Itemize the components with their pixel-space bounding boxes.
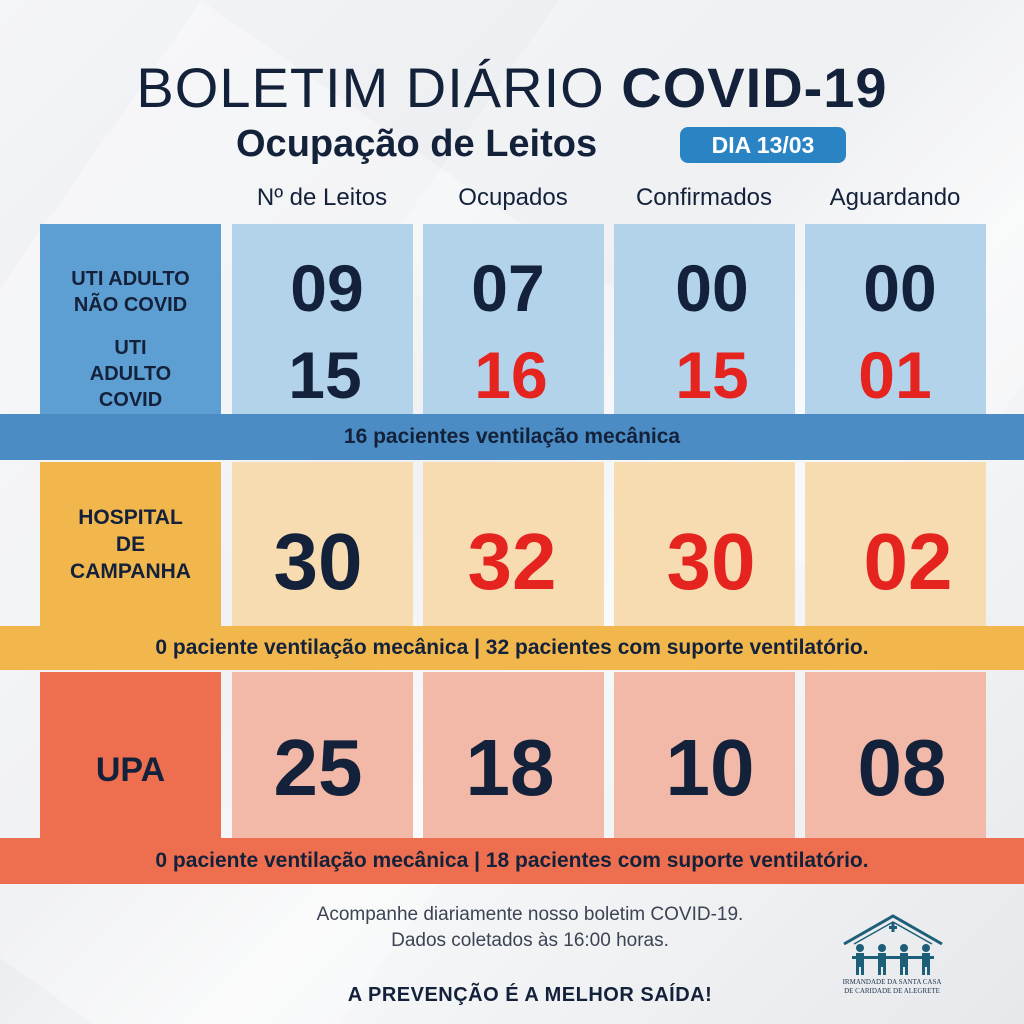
hospital-label-line: CAMPANHA — [70, 559, 191, 583]
value-hospital-leitos: 30 — [273, 517, 363, 606]
value-uti-nao-covid-leitos: 09 — [290, 251, 364, 325]
column-header-leitos: Nº de Leitos — [256, 184, 388, 211]
value-uti-covid-ocupados: 16 — [474, 338, 548, 412]
title-light: BOLETIM DIÁRIO — [136, 56, 605, 119]
hospital-label-line: DE — [115, 532, 146, 556]
value-upa-confirmados: 10 — [665, 723, 755, 812]
slogan: A PREVENÇÃO É A MELHOR SAÍDA! — [347, 984, 713, 1006]
value-uti-covid-aguardando: 01 — [858, 338, 932, 412]
column-header-ocupados: Ocupados — [458, 184, 568, 211]
column-header-confirmados: Confirmados — [635, 184, 773, 211]
title-bold: COVID-19 — [621, 56, 888, 119]
logo-caption — [822, 978, 962, 996]
column-header-aguardando: Aguardando — [829, 184, 961, 211]
value-upa-ocupados: 18 — [465, 723, 555, 812]
footer-note-line2: Dados coletados às 16:00 horas. — [391, 930, 669, 951]
value-uti-nao-covid-ocupados: 07 — [471, 251, 545, 325]
row-label-uti-nao-covid: UTI ADULTO NÃO COVID — [71, 268, 190, 316]
upa-ventilation-band: 0 paciente ventilação mecânica | 18 pacientes com suporte ventilatório. — [0, 838, 1024, 884]
footer-note-line1: Acompanhe diariamente nosso boletim COVID-19. — [316, 904, 744, 925]
hospital-ventilation-band: 0 paciente ventilação mecânica | 32 pacientes com suporte ventilatório. — [0, 626, 1024, 670]
uti-ventilation-band: 16 pacientes ventilação mecânica — [0, 414, 1024, 460]
value-hospital-ocupados: 32 — [467, 517, 557, 606]
hospital-label-line: HOSPITAL — [78, 505, 183, 529]
day-badge: DIA 13/03 — [680, 127, 846, 163]
logo-caption-line: IRMANDADE DA SANTA CASA — [842, 978, 942, 986]
value-uti-nao-covid-aguardando: 00 — [863, 251, 937, 325]
value-upa-leitos: 25 — [273, 723, 363, 812]
value-hospital-confirmados: 30 — [666, 517, 756, 606]
value-upa-aguardando: 08 — [857, 723, 947, 812]
row-label-upa: UPA — [95, 750, 166, 789]
value-hospital-aguardando: 02 — [863, 517, 953, 606]
value-uti-covid-leitos: 15 — [288, 338, 362, 412]
subtitle: Ocupação de Leitos — [236, 123, 598, 165]
logo-caption-line: DE CARIDADE DE ALEGRETE — [844, 987, 940, 995]
row-label-uti-covid: UTI ADULTO COVID — [89, 337, 172, 411]
bulletin-title — [0, 56, 1024, 120]
value-uti-covid-confirmados: 15 — [675, 338, 749, 412]
row-label-hospital-campanha — [40, 462, 221, 626]
value-uti-nao-covid-confirmados: 00 — [675, 251, 749, 325]
